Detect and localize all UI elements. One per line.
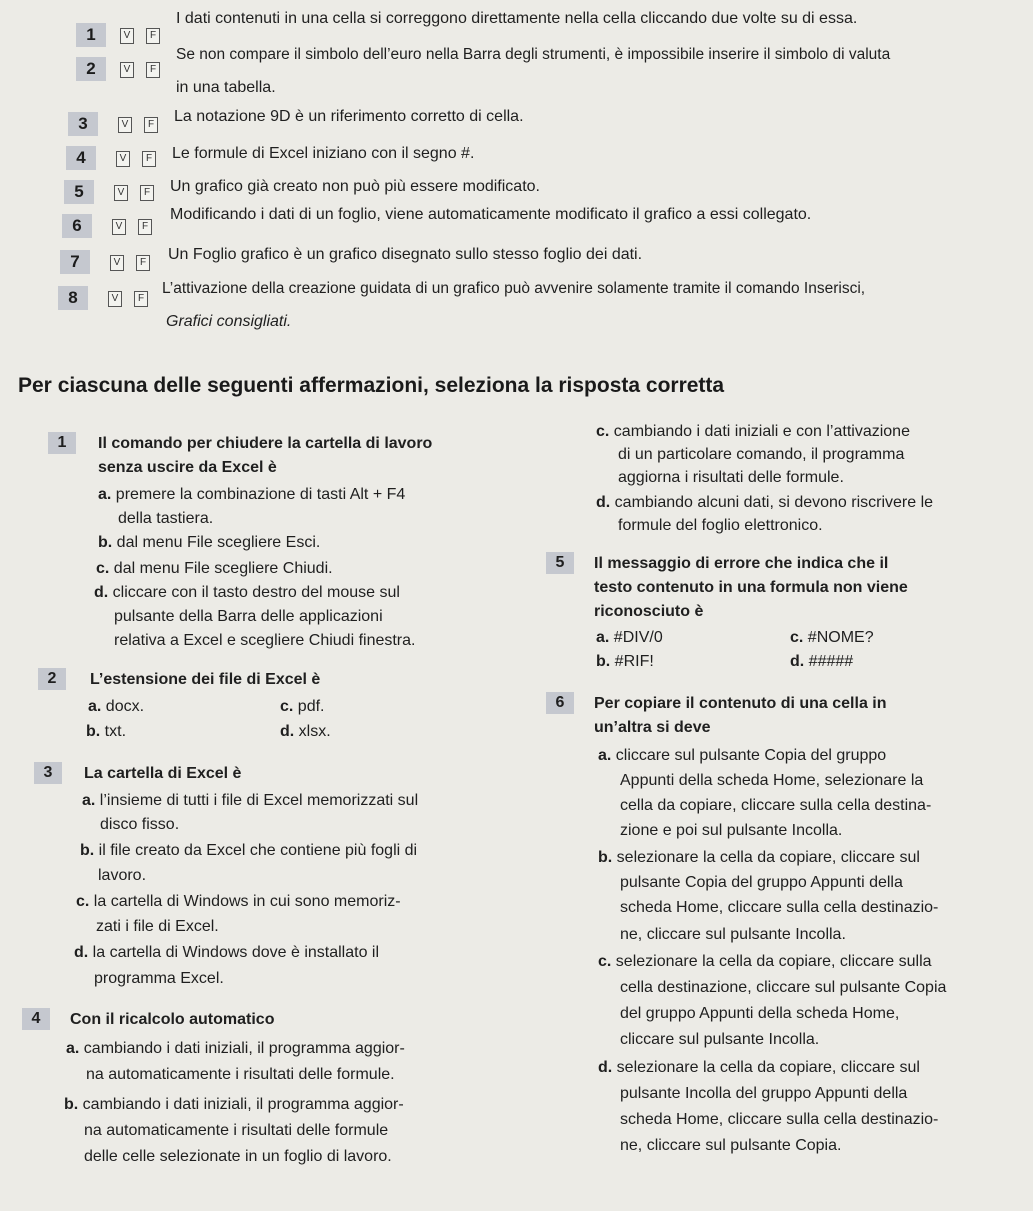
tf-number: 4 <box>66 146 96 170</box>
tf-statement: Un grafico già creato non può più essere modificato. <box>170 178 540 195</box>
tf-number: 7 <box>60 250 90 274</box>
option-b[interactable]: b. dal menu File scegliere Esci. <box>98 534 321 551</box>
option-a-cont: cella da copiare, cliccare sulla cella destina- <box>620 797 932 814</box>
option-b-cont: scheda Home, cliccare sulla cella destinazio- <box>620 899 939 916</box>
tf-statement: La notazione 9D è un riferimento corretto di cella. <box>174 108 524 125</box>
question-text: testo contenuto in una formula non viene <box>594 579 908 596</box>
option-d[interactable]: d. cliccare con il tasto destro del mouse sul <box>94 584 400 601</box>
option-d-cont: scheda Home, cliccare sulla cella destinazio- <box>620 1111 939 1128</box>
option-d[interactable]: d. ##### <box>790 653 854 670</box>
option-a[interactable]: a. l’insieme di tutti i file di Excel memorizzati sul <box>82 792 419 809</box>
question-text: un’altra si deve <box>594 719 711 736</box>
tf-number: 1 <box>76 23 106 47</box>
question-number: 2 <box>38 668 66 690</box>
false-checkbox[interactable]: F <box>146 62 160 78</box>
option-d[interactable]: d. cambiando alcuni dati, si devono riscrivere le <box>596 494 934 511</box>
section-title: Per ciascuna delle seguenti affermazioni, seleziona la risposta corretta <box>18 374 725 397</box>
question-text: Con il ricalcolo automatico <box>70 1011 275 1028</box>
question-number: 4 <box>22 1008 50 1030</box>
option-b-cont: ne, cliccare sul pulsante Incolla. <box>620 926 846 943</box>
option-c-cont: di un particolare comando, il programma <box>618 446 905 463</box>
option-d-cont: relativa a Excel e scegliere Chiudi finestra. <box>114 632 416 649</box>
tf-statement: Le formule di Excel iniziano con il segno #. <box>172 145 475 162</box>
false-checkbox[interactable]: F <box>134 291 148 307</box>
option-b-cont: lavoro. <box>98 867 147 884</box>
option-d-cont: ne, cliccare sul pulsante Copia. <box>620 1137 842 1154</box>
option-a-cont: della tastiera. <box>118 510 214 527</box>
option-a[interactable]: a. docx. <box>88 698 145 715</box>
false-checkbox[interactable]: F <box>146 28 160 44</box>
option-b-cont: delle celle selezionate in un foglio di lavoro. <box>84 1148 392 1165</box>
true-checkbox[interactable]: V <box>116 151 130 167</box>
tf-statement: I dati contenuti in una cella si correggono direttamente nella cella cliccando due volte su di essa. <box>176 10 858 27</box>
option-d[interactable]: d. xlsx. <box>280 723 331 740</box>
false-checkbox[interactable]: F <box>138 219 152 235</box>
option-c[interactable]: c. dal menu File scegliere Chiudi. <box>96 560 333 577</box>
option-c[interactable]: c. cambiando i dati iniziali e con l’attivazione <box>596 423 910 440</box>
option-a[interactable]: a. cliccare sul pulsante Copia del gruppo <box>598 747 887 764</box>
tf-statement-cont: in una tabella. <box>176 79 276 96</box>
option-b[interactable]: b. selezionare la cella da copiare, cliccare sul <box>598 849 920 866</box>
tf-number: 6 <box>62 214 92 238</box>
option-c[interactable]: c. pdf. <box>280 698 325 715</box>
question-text: senza uscire da Excel è <box>98 459 277 476</box>
question-number: 1 <box>48 432 76 454</box>
question-text: Per copiare il contenuto di una cella in <box>594 695 887 712</box>
option-c-cont: cella destinazione, cliccare sul pulsante Copia <box>620 979 947 996</box>
tf-statement: L’attivazione della creazione guidata di un grafico può avvenire solamente tramite il comando Inserisci, <box>162 280 866 297</box>
true-checkbox[interactable]: V <box>120 28 134 44</box>
option-c-cont: del gruppo Appunti della scheda Home, <box>620 1005 900 1022</box>
option-d-cont: programma Excel. <box>94 970 224 987</box>
tf-number: 8 <box>58 286 88 310</box>
option-a-cont: Appunti della scheda Home, selezionare la <box>620 772 924 789</box>
question-text: La cartella di Excel è <box>84 765 242 782</box>
question-number: 6 <box>546 692 574 714</box>
option-b[interactable]: b. il file creato da Excel che contiene più fogli di <box>80 842 418 859</box>
false-checkbox[interactable]: F <box>142 151 156 167</box>
option-c[interactable]: c. selezionare la cella da copiare, cliccare sulla <box>598 953 932 970</box>
false-checkbox[interactable]: F <box>140 185 154 201</box>
tf-number: 3 <box>68 112 98 136</box>
option-a[interactable]: a. premere la combinazione di tasti Alt + F4 <box>98 486 406 503</box>
question-text: Il messaggio di errore che indica che il <box>594 555 889 572</box>
option-a-cont: zione e poi sul pulsante Incolla. <box>620 822 843 839</box>
option-a-cont: na automaticamente i risultati delle formule. <box>86 1066 395 1083</box>
tf-statement: Modificando i dati di un foglio, viene automaticamente modificato il grafico a essi collegato. <box>170 206 812 223</box>
option-d-cont: pulsante della Barra delle applicazioni <box>114 608 383 625</box>
false-checkbox[interactable]: F <box>144 117 158 133</box>
option-b-cont: pulsante Copia del gruppo Appunti della <box>620 874 903 891</box>
option-b-cont: na automaticamente i risultati delle formule <box>84 1122 389 1139</box>
true-checkbox[interactable]: V <box>112 219 126 235</box>
question-text: riconosciuto è <box>594 603 704 620</box>
tf-statement: Un Foglio grafico è un grafico disegnato sullo stesso foglio dei dati. <box>168 246 643 263</box>
false-checkbox[interactable]: F <box>136 255 150 271</box>
true-checkbox[interactable]: V <box>114 185 128 201</box>
option-b[interactable]: b. txt. <box>86 723 127 740</box>
true-checkbox[interactable]: V <box>110 255 124 271</box>
option-d[interactable]: d. la cartella di Windows dove è installato il <box>74 944 380 961</box>
tf-statement: Se non compare il simbolo dell’euro nella Barra degli strumenti, è impossibile inserire il simbolo di valuta <box>176 46 891 63</box>
question-number: 5 <box>546 552 574 574</box>
option-d-cont: pulsante Incolla del gruppo Appunti della <box>620 1085 908 1102</box>
option-c-cont: cliccare sul pulsante Incolla. <box>620 1031 820 1048</box>
tf-number: 2 <box>76 57 106 81</box>
option-c-cont: zati i file di Excel. <box>96 918 219 935</box>
option-b[interactable]: b. #RIF! <box>596 653 654 670</box>
question-number: 3 <box>34 762 62 784</box>
option-c[interactable]: c. la cartella di Windows in cui sono memoriz- <box>76 893 401 910</box>
option-a[interactable]: a. #DIV/0 <box>596 629 663 646</box>
tf-statement-cont: Grafici consigliati. <box>166 313 292 330</box>
true-checkbox[interactable]: V <box>118 117 132 133</box>
question-text: Il comando per chiudere la cartella di lavoro <box>98 435 433 452</box>
option-b[interactable]: b. cambiando i dati iniziali, il programma aggior- <box>64 1096 404 1113</box>
option-d-cont: formule del foglio elettronico. <box>618 517 823 534</box>
tf-number: 5 <box>64 180 94 204</box>
option-a-cont: disco fisso. <box>100 816 180 833</box>
true-checkbox[interactable]: V <box>108 291 122 307</box>
option-d[interactable]: d. selezionare la cella da copiare, cliccare sul <box>598 1059 920 1076</box>
option-c-cont: aggiorna i risultati delle formule. <box>618 469 844 486</box>
option-a[interactable]: a. cambiando i dati iniziali, il programma aggior- <box>66 1040 405 1057</box>
option-c[interactable]: c. #NOME? <box>790 629 874 646</box>
question-text: L’estensione dei file di Excel è <box>90 671 321 688</box>
true-checkbox[interactable]: V <box>120 62 134 78</box>
